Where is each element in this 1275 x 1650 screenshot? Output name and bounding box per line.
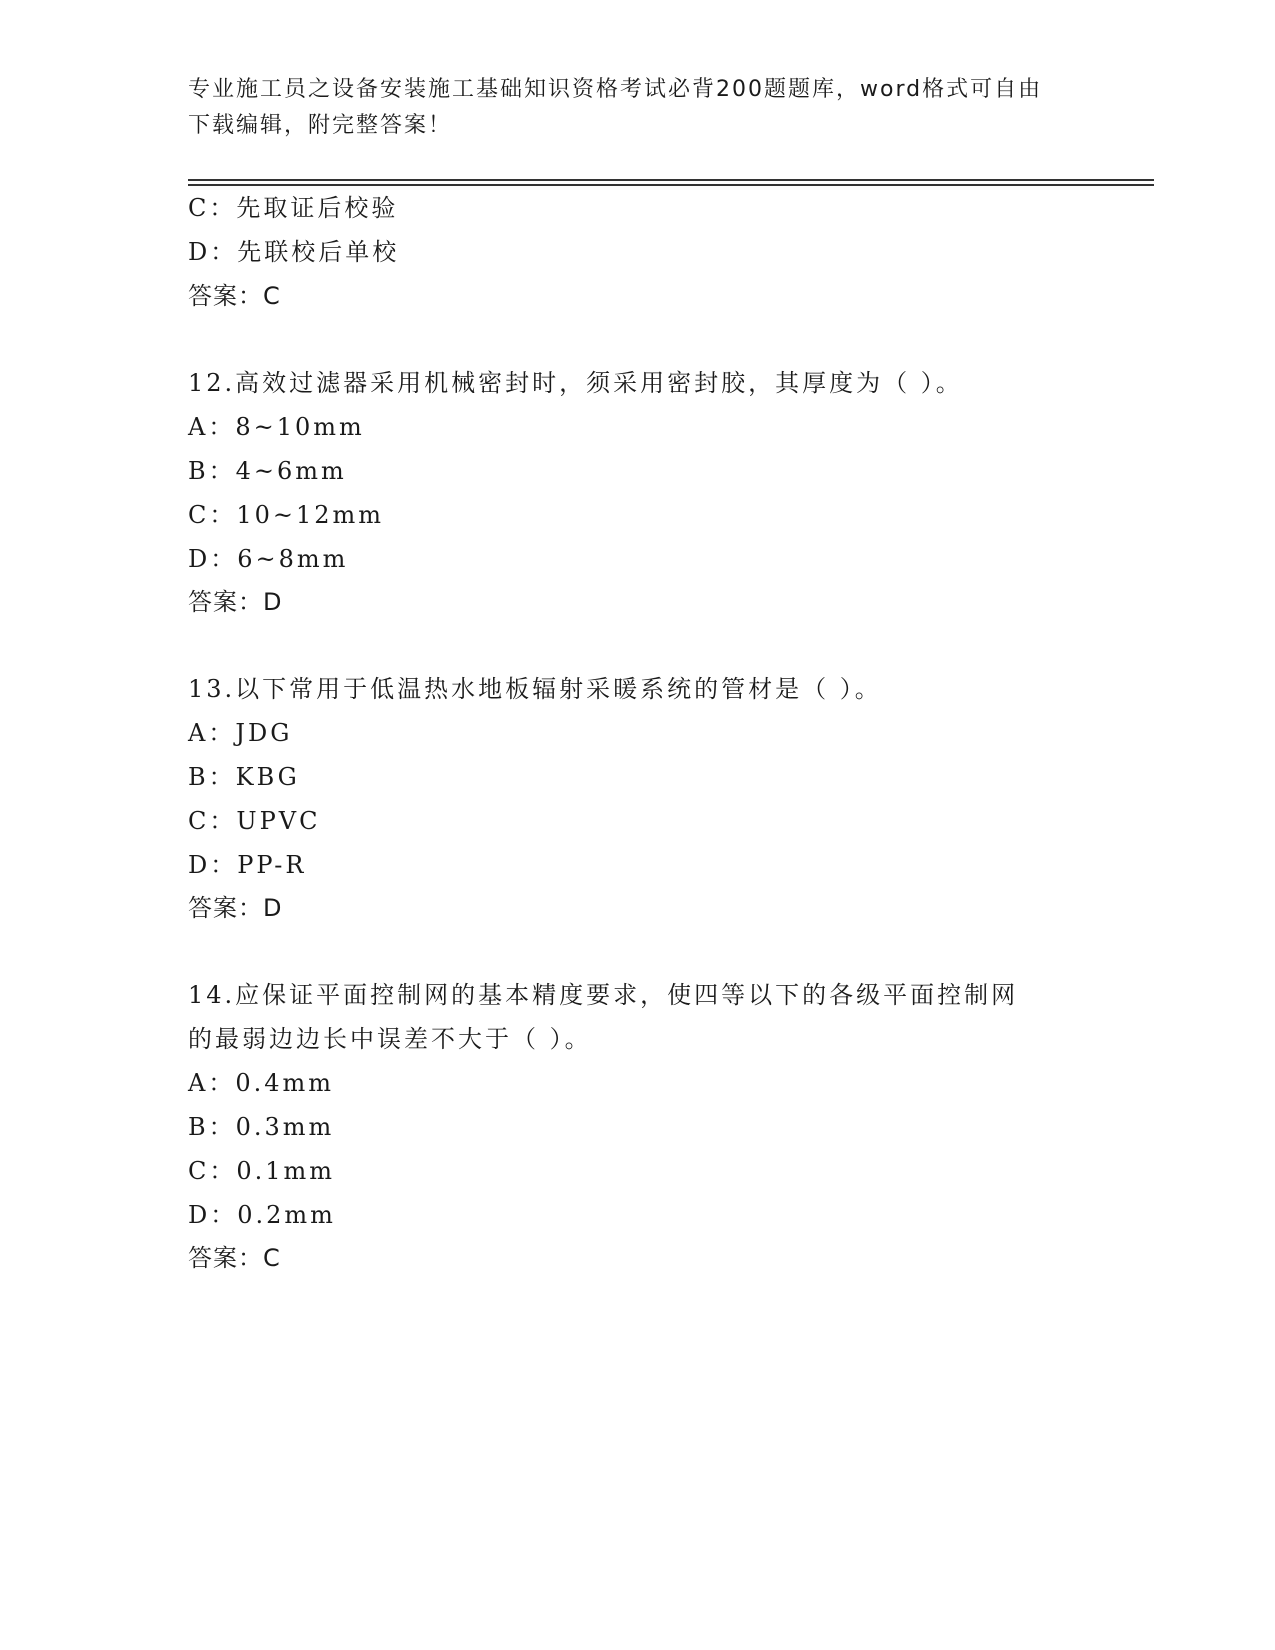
question-14-stem-line-1: 14.应保证平面控制网的基本精度要求，使四等以下的各级平面控制网 <box>188 981 1019 1009</box>
question-13-stem: 13.以下常用于低温热水地板辐射采暖系统的管材是（ ）。 <box>188 675 882 703</box>
question-14-stem-line-2: 的最弱边边长中误差不大于（ ）。 <box>188 1025 592 1053</box>
header-divider-top <box>188 179 1154 181</box>
question-13-option-d: D：PP-R <box>188 851 307 879</box>
question-12-answer: 答案：D <box>188 588 283 616</box>
question-14-option-b: B：0.3mm <box>188 1113 335 1141</box>
question-13-option-b: B：KBG <box>188 763 300 791</box>
question-12-option-a: A：8~10mm <box>188 413 365 441</box>
question-12-option-b: B：4~6mm <box>188 457 347 485</box>
document-header <box>188 72 1088 144</box>
answer-label: 答案：C <box>188 282 281 310</box>
question-13-option-c: C：UPVC <box>188 807 321 835</box>
question-14-option-a: A：0.4mm <box>188 1069 335 1097</box>
option-d: D：先联校后单校 <box>188 238 400 266</box>
question-14-option-d: D：0.2mm <box>188 1201 336 1229</box>
header-line-2: 下载编辑，附完整答案！ <box>188 113 453 138</box>
question-12-stem: 12.高效过滤器采用机械密封时，须采用密封胶，其厚度为（ ）。 <box>188 369 963 397</box>
header-divider-bottom <box>188 184 1154 186</box>
question-14-option-c: C：0.1mm <box>188 1157 336 1185</box>
question-13-option-a: A：JDG <box>188 719 293 747</box>
option-c: C：先取证后校验 <box>188 194 399 222</box>
question-12-option-d: D：6~8mm <box>188 545 349 573</box>
question-14-answer: 答案：C <box>188 1244 281 1272</box>
question-12-option-c: C：10~12mm <box>188 501 385 529</box>
header-line-1: 专业施工员之设备安装施工基础知识资格考试必背200题题库，word格式可自由 <box>188 77 1043 102</box>
question-13-answer: 答案：D <box>188 894 283 922</box>
